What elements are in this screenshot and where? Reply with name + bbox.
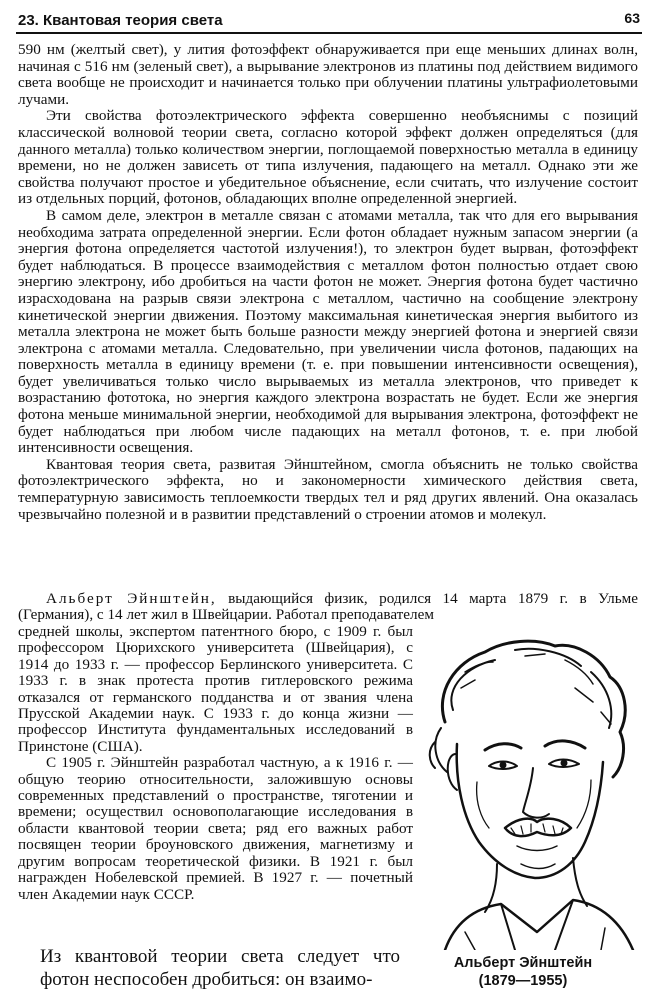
chapter-title: 23. Квантовая теория света bbox=[18, 12, 223, 29]
bottom-paragraph bbox=[40, 945, 400, 991]
portrait-caption bbox=[405, 954, 641, 990]
running-header bbox=[16, 4, 642, 34]
main-text bbox=[18, 42, 638, 523]
caption-years: (1879—1955) bbox=[478, 973, 568, 989]
bio-intro bbox=[18, 591, 638, 624]
page-number: 63 bbox=[624, 10, 640, 26]
einstein-portrait bbox=[405, 632, 641, 950]
biography-block bbox=[18, 590, 638, 903]
bio-paragraph-2: С 1905 г. Эйнштейн разработал частную, а к 1916 г. — общую теорию относительности, заложившую основы современных представлений о пространстве, тяготении и времени; осуществил основополагающие исследования в области квантовой теории света; ряд его важных работ посвящен теории броуновского движения, магнетизму и другим вопросам теоретической физики. В 1921 г. был награжден Нобелевской премией. В 1927 г. — почетный член Академии наук СССР. bbox=[18, 754, 413, 903]
paragraph-3: В самом деле, электрон в металле связан с атомами металла, так что для его вырывания необходима затрата определенной энергии. Если фотон обладает нужным запасом энергии (а энергия фотона определяется частотой излучения!), то электрон будет вырван, фотоэффект будет наблюдаться. В процессе взаимодействия с металлом фотон полностью отдает свою энергию электрону, ибо дробиться на части фотон не может. Энергия фотона будет частично израсходована на разрыв связи электрона с металлом, частично на сообщение электрону кинетической энергии движения. Поэтому максимальная кинетическая энергия выбитого из металла электрона не может быть больше разности между энергией фотона и энергией связи электрона с атомами металла. Следовательно, при увеличении числа фотонов, падающих на поверхность металла в единицу времени (т. е. при повышении интенсивности освещения), будет увеличиваться только число вырываемых из металла электронов, что приведет к возрастанию фототока, но энергия каждого электрона возрастать не будет. Если же энергия фотона меньше минимальной энергии, необходимой для вырывания электрона, фотоэффект не будет наблюдаться при любом числе падающих на металл фотонов, т. е. при любой интенсивности освещения. bbox=[18, 206, 638, 457]
bio-column bbox=[18, 624, 413, 903]
bottom-paragraph-text: Из квантовой теории света следует что фотон неспособен дробиться: он взаимо- bbox=[40, 946, 400, 990]
caption-name: Альберт Эйнштейн bbox=[453, 955, 593, 971]
paragraph-1: 590 нм (желтый свет), у лития фотоэффект обнаруживается при еще меньших длинах волн, начиная с 516 нм (зеленый свет), а вырывание электронов из платины под действием видимого света вообще не происходит и начинается только при облучении платины ультрафиолетовыми лучами. bbox=[18, 41, 638, 108]
bio-name: Альберт Эйнштейн, bbox=[46, 590, 217, 607]
bio-intro-text: выдающийся физик, родился 14 марта 1879 г. в Ульме (Германия), с 14 лет жил в Швейцарии. Работал преподавателем bbox=[18, 590, 638, 624]
paragraph-2: Эти свойства фотоэлектрического эффекта совершенно необъяснимы с позиций классической волновой теории света, согласно которой эффект должен определяться (для данного металла) только количеством энергии, поглощаемой поверхностью металла в единицу времени, но не должен зависеть от типа излучения, падающего на металл. Однако эти же свойства получают простое и убедительное объяснение, если считать, что излучение состоит из отдельных порций, фотонов, обладающих вполне определенной энергией. bbox=[18, 107, 638, 208]
paragraph-4: Квантовая теория света, развитая Эйнштейном, смогла объяснить не только свойства фотоэлектрического эффекта, но и закономерности химического действия света, температурную зависимость теплоемкости твердых тел и ряд других явлений. Она оказалась чрезвычайно полезной и в развитии представлений о строении атомов и молекул. bbox=[18, 455, 638, 523]
bio-paragraph-1: средней школы, экспертом патентного бюро, с 1909 г. был профессором Цюрихского университета (Швейцария), с 1914 до 1933 г. — профессор Берлинского университета. С 1933 г. в знак протеста против гитлеровского режима отказался от германского подданства и от звания члена Прусской Академии наук. С 1933 г. до конца жизни — профессор Института фундаментальных исследований в Принстоне (США). bbox=[18, 623, 413, 755]
